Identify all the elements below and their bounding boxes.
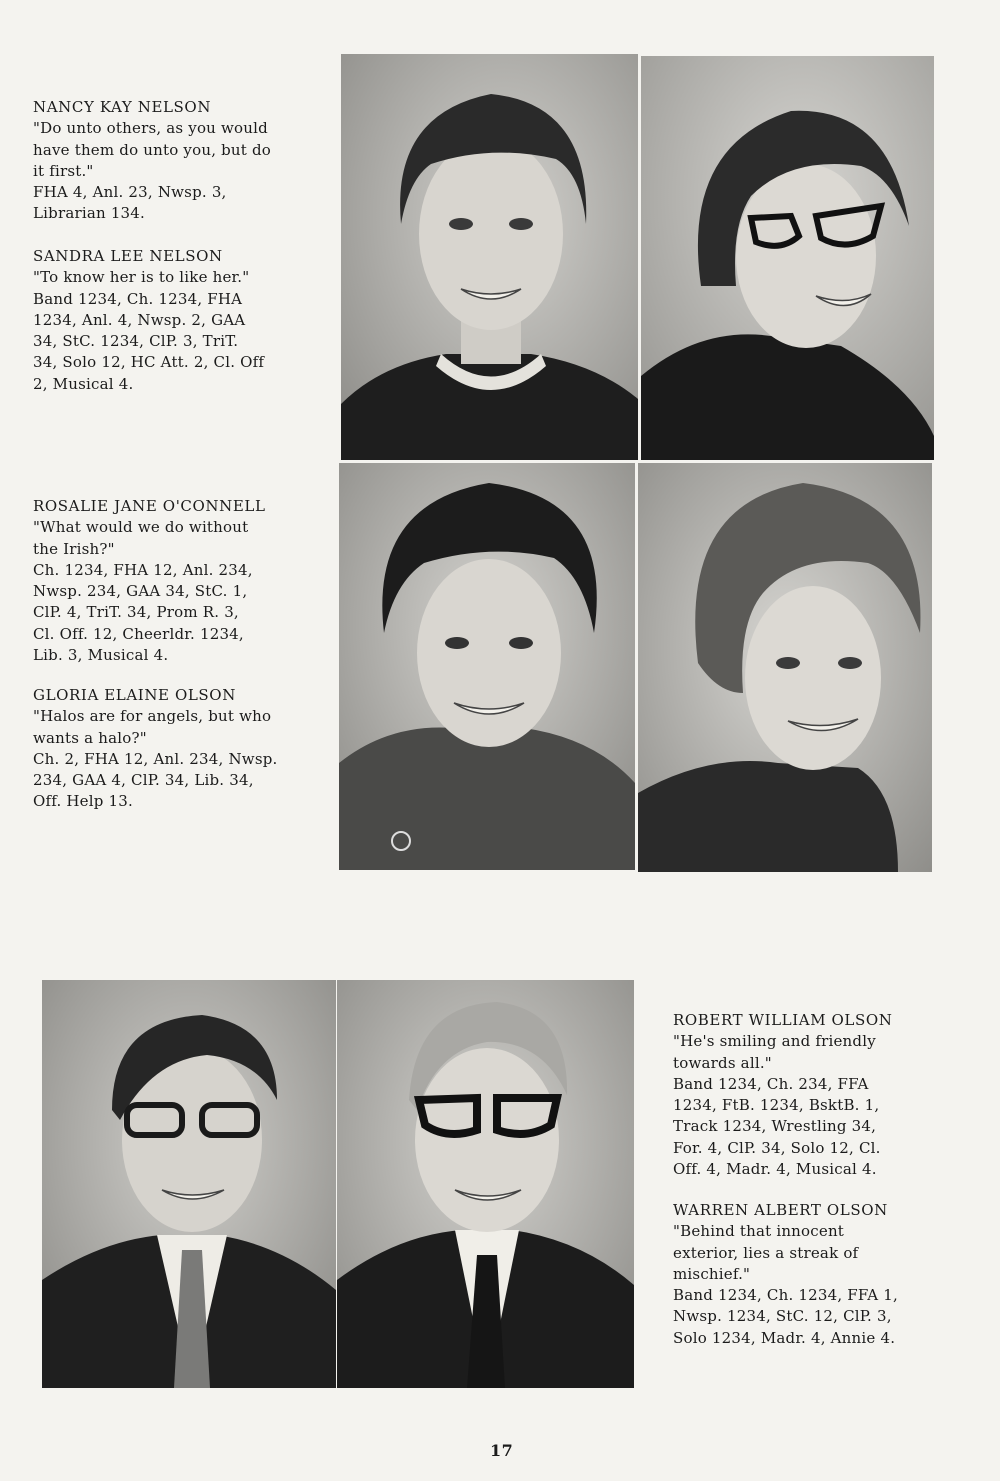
student-name: ROSALIE JANE O'CONNELL	[33, 497, 266, 515]
bio-line: "He's smiling and friendly	[673, 1032, 876, 1051]
bio-line: FHA 4, Anl. 23, Nwsp. 3,	[33, 183, 227, 202]
portrait-gloria-elaine-olson	[638, 463, 932, 872]
bio-line: 34, StC. 1234, ClP. 3, TriT.	[33, 332, 239, 351]
portrait-warren-albert-olson	[337, 980, 634, 1388]
bio-line: 2, Musical 4.	[33, 374, 134, 393]
student-name: NANCY KAY NELSON	[33, 98, 212, 116]
bio-line: Ch. 1234, FHA 12, Anl. 234,	[33, 560, 253, 579]
bio-line: "Behind that innocent	[673, 1222, 845, 1241]
page-number: 17	[490, 1441, 514, 1460]
bio-line: Nwsp. 234, GAA 34, StC. 1,	[33, 582, 248, 601]
bio-line: towards all."	[673, 1053, 772, 1072]
bio-line: Lib. 3, Musical 4.	[33, 646, 169, 665]
bio-gloria-elaine-olson	[33, 685, 278, 813]
bio-line: "Halos are for angels, but who	[33, 707, 272, 726]
student-name: SANDRA LEE NELSON	[33, 247, 223, 265]
portrait-robert-william-olson	[42, 980, 336, 1388]
bio-line: Track 1234, Wrestling 34,	[673, 1117, 877, 1136]
bio-rosalie-jane-oconnell	[33, 496, 266, 666]
bio-line: exterior, lies a streak of	[673, 1243, 859, 1262]
bio-line: Nwsp. 1234, StC. 12, ClP. 3,	[673, 1307, 892, 1326]
bio-line: Band 1234, Ch. 1234, FHA	[33, 289, 243, 308]
bio-line: Off. Help 13.	[33, 792, 133, 811]
bio-robert-william-olson	[673, 1010, 892, 1180]
portrait-sandra-lee-nelson	[641, 56, 934, 460]
bio-sandra-lee-nelson	[33, 246, 264, 395]
bio-line: the Irish?"	[33, 539, 115, 558]
student-name: WARREN ALBERT OLSON	[673, 1201, 888, 1219]
bio-line: Band 1234, Ch. 234, FFA	[673, 1074, 869, 1093]
bio-line: Band 1234, Ch. 1234, FFA 1,	[673, 1286, 898, 1305]
bio-warren-albert-olson	[673, 1200, 898, 1349]
bio-line: 34, Solo 12, HC Att. 2, Cl. Off	[33, 353, 265, 372]
portrait-rosalie-jane-oconnell	[339, 463, 635, 870]
bio-line: "To know her is to like her."	[33, 268, 250, 287]
bio-line: For. 4, ClP. 34, Solo 12, Cl.	[673, 1138, 881, 1157]
bio-line: Cl. Off. 12, Cheerldr. 1234,	[33, 624, 244, 643]
student-name: ROBERT WILLIAM OLSON	[673, 1011, 893, 1029]
bio-line: Off. 4, Madr. 4, Musical 4.	[673, 1160, 877, 1179]
bio-line: wants a halo?"	[33, 728, 147, 747]
bio-nancy-kay-nelson	[33, 97, 271, 225]
bio-line: Solo 1234, Madr. 4, Annie 4.	[673, 1328, 896, 1347]
bio-line: Ch. 2, FHA 12, Anl. 234, Nwsp.	[33, 749, 278, 768]
bio-line: it first."	[33, 161, 94, 180]
student-name: GLORIA ELAINE OLSON	[33, 686, 236, 704]
portrait-nancy-kay-nelson	[341, 54, 638, 460]
bio-line: mischief."	[673, 1264, 751, 1283]
bio-line: "Do unto others, as you would	[33, 119, 268, 138]
bio-line: ClP. 4, TriT. 34, Prom R. 3,	[33, 603, 239, 622]
bio-line: "What would we do without	[33, 518, 249, 537]
bio-line: 1234, Anl. 4, Nwsp. 2, GAA	[33, 310, 246, 329]
bio-line: have them do unto you, but do	[33, 140, 272, 159]
bio-line: Librarian 134.	[33, 204, 146, 223]
bio-line: 234, GAA 4, ClP. 34, Lib. 34,	[33, 771, 254, 790]
bio-line: 1234, FtB. 1234, BsktB. 1,	[673, 1096, 880, 1115]
